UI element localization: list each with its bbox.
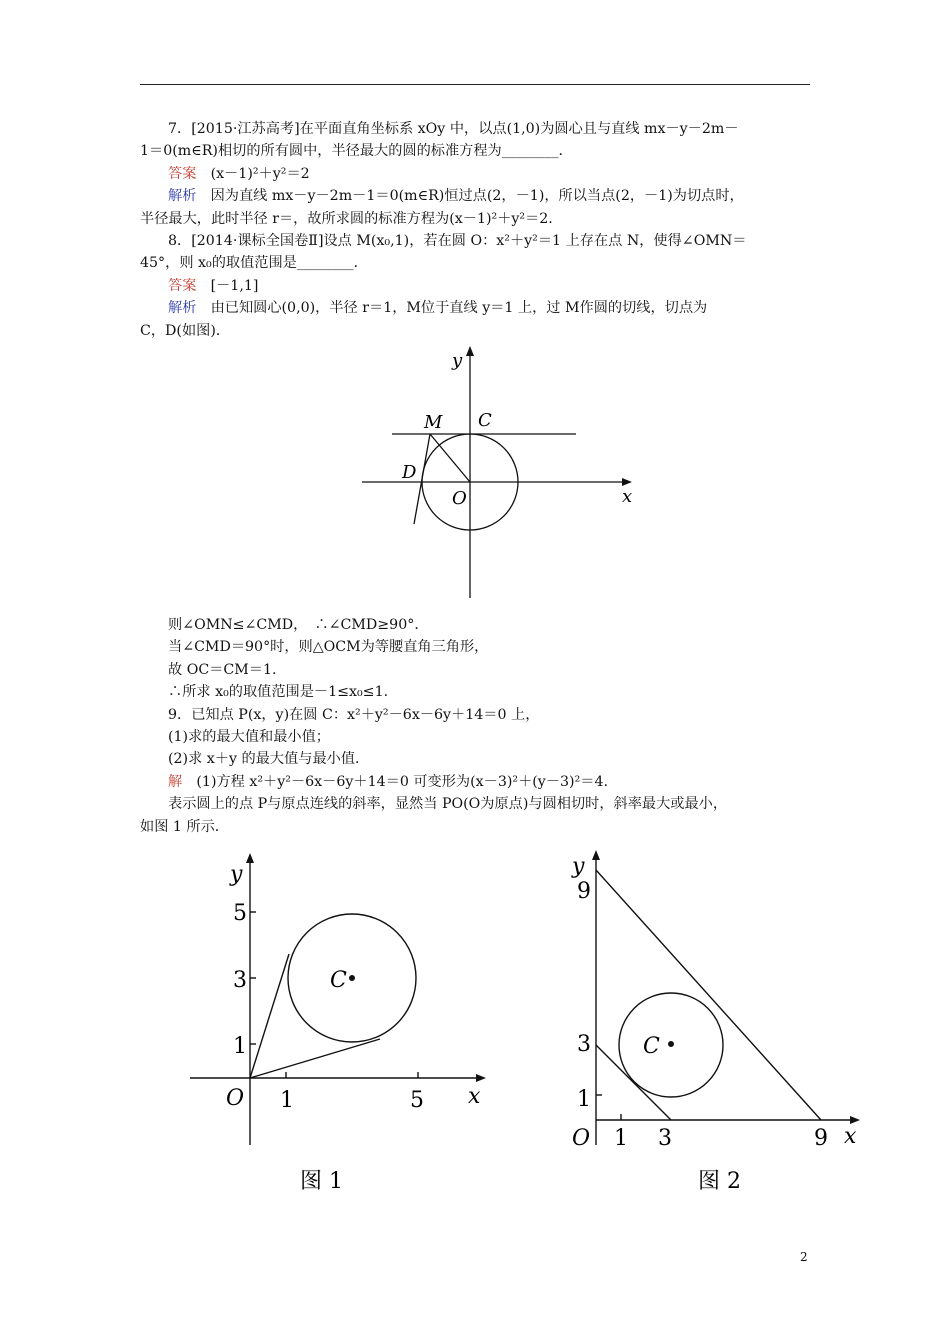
- fig2-label-y: y: [572, 854, 585, 879]
- label-x: x: [622, 486, 633, 507]
- label-y: y: [452, 350, 463, 371]
- p9-line1: 9．已知点 P(x，y)在圆 C：x²＋y²－6x－6y＋14＝0 上，: [168, 706, 540, 723]
- p8-line1: 8．[2014·课标全国卷Ⅱ]设点 M(x₀,1)，若在圆 O：x²＋y²＝1 上存在点 N，使得∠OMN＝: [168, 233, 747, 250]
- figures-1-2: [140, 815, 870, 1205]
- fig2-x-arrow: [850, 1116, 860, 1124]
- p8-answer: [140, 275, 810, 297]
- p9-sol1: [140, 771, 810, 793]
- analysis-label: 解析: [168, 188, 197, 205]
- p8-analysis1: [140, 297, 810, 319]
- p8-after4: ∴所求 x₀的取值范围是－1≤x₀≤1.: [168, 684, 389, 701]
- fig1-tangent-lower: [250, 1039, 380, 1078]
- p8-analysis2: C，D(如图)．: [140, 322, 231, 339]
- fig2-y-arrow: [592, 850, 600, 860]
- analysis-text: 由已知圆心(0,0)，半径 r＝1，M位于直线 y＝1 上，过 M作圆的切线，切点为: [196, 300, 708, 317]
- solution-label: 解: [168, 773, 183, 790]
- header-rule: [140, 84, 810, 85]
- fig1-caption: 图 1: [300, 1169, 343, 1194]
- fig1-label-o: O: [226, 1086, 245, 1111]
- fig2-tangent-far: [596, 870, 821, 1120]
- solution-text: (1)方程 x²＋y²－6x－6y＋14＝0 可变形为(x－3)²＋(y－3)²＝4.: [182, 773, 608, 790]
- figure-2: [571, 850, 860, 1194]
- fig2-tick-label-1: 1: [577, 1087, 591, 1112]
- fig1-tick-label-x5: 5: [410, 1088, 424, 1113]
- problem-text-block: [140, 118, 810, 342]
- fig2-tick-label-x3: 3: [658, 1126, 672, 1151]
- fig2-tick-label-3: 3: [577, 1032, 591, 1057]
- fig1-tick-label-1: 1: [233, 1034, 247, 1059]
- analysis-label: 解析: [168, 300, 197, 317]
- page-number: 2: [800, 1250, 808, 1264]
- fig1-label-y: y: [230, 862, 243, 887]
- label-m: M: [424, 412, 443, 433]
- label-o: O: [452, 488, 467, 509]
- p8-after2: 当∠CMD＝90°时，则△OCM为等腰直角三角形，: [168, 639, 489, 656]
- fig2-tick-label-x1: 1: [614, 1126, 628, 1151]
- answer-label: 答案: [168, 277, 197, 294]
- p7-line2: 1＝0(m∈R)相切的所有圆中，半径最大的圆的标准方程为________．: [140, 143, 573, 160]
- fig2-tick-label-x9: 9: [814, 1126, 828, 1151]
- fig1-label-x: x: [468, 1084, 481, 1109]
- p9-q2: (2)求 x＋y 的最大值与最小值．: [168, 751, 370, 768]
- fig2-label-x: x: [844, 1124, 857, 1149]
- problem-text-block-2: [140, 614, 810, 838]
- tangent-diagram: [352, 340, 652, 602]
- answer-label: 答案: [168, 165, 197, 182]
- x-axis-arrow: [622, 478, 632, 486]
- fig1-label-c: C: [330, 968, 347, 993]
- fig1-tick-label-5: 5: [233, 901, 247, 926]
- answer-text: [－1,1]: [196, 277, 259, 294]
- label-c: C: [478, 410, 492, 431]
- fig1-tick-label-x1: 1: [280, 1088, 294, 1113]
- figure-1: [190, 853, 486, 1194]
- fig1-tick-label-3: 3: [233, 968, 247, 993]
- fig2-label-o: O: [572, 1126, 591, 1151]
- fig1-center-dot: [349, 975, 355, 981]
- label-d: D: [402, 462, 417, 483]
- p9-sol2: 表示圆上的点 P与原点连线的斜率，显然当 PO(O为原点)与圆相切时，斜率最大或最小，: [168, 796, 728, 813]
- p8-line2: 45°，则 x₀的取值范围是________．: [140, 255, 368, 272]
- fig2-caption: 图 2: [698, 1169, 741, 1194]
- answer-text: (x－1)²＋y²＝2: [196, 165, 310, 182]
- fig2-center-dot: [668, 1041, 674, 1047]
- p7-answer: [140, 163, 810, 185]
- p9-q1: (1)求的最大值和最小值；: [168, 729, 330, 746]
- fig2-tick-label-9: 9: [577, 879, 591, 904]
- p8-after1: 则∠OMN≤∠CMD， ∴∠CMD≥90°．: [168, 617, 429, 633]
- p9-sol3: 如图 1 所示．: [140, 818, 229, 835]
- fig1-y-arrow: [246, 853, 254, 863]
- fig2-label-c: C: [643, 1034, 660, 1059]
- y-axis-arrow: [466, 346, 474, 356]
- fig1-tangent-upper: [250, 954, 289, 1078]
- analysis-text: 因为直线 mx－y－2m－1＝0(m∈R)恒过点(2，－1)，所以当点(2，－1)为切点时，: [196, 188, 744, 205]
- p7-analysis2: 半径最大，此时半径 r＝，故所求圆的标准方程为(x－1)²＋y²＝2.: [140, 210, 553, 227]
- segment-mo: [430, 434, 470, 482]
- fig1-x-arrow: [476, 1074, 486, 1082]
- p7-analysis1: [140, 185, 810, 207]
- p8-after3: 故 OC＝CM＝1.: [168, 661, 277, 678]
- p7-line1: 7．[2015·江苏高考]在平面直角坐标系 xOy 中，以点(1,0)为圆心且与直线 mx－y－2m－: [168, 121, 739, 137]
